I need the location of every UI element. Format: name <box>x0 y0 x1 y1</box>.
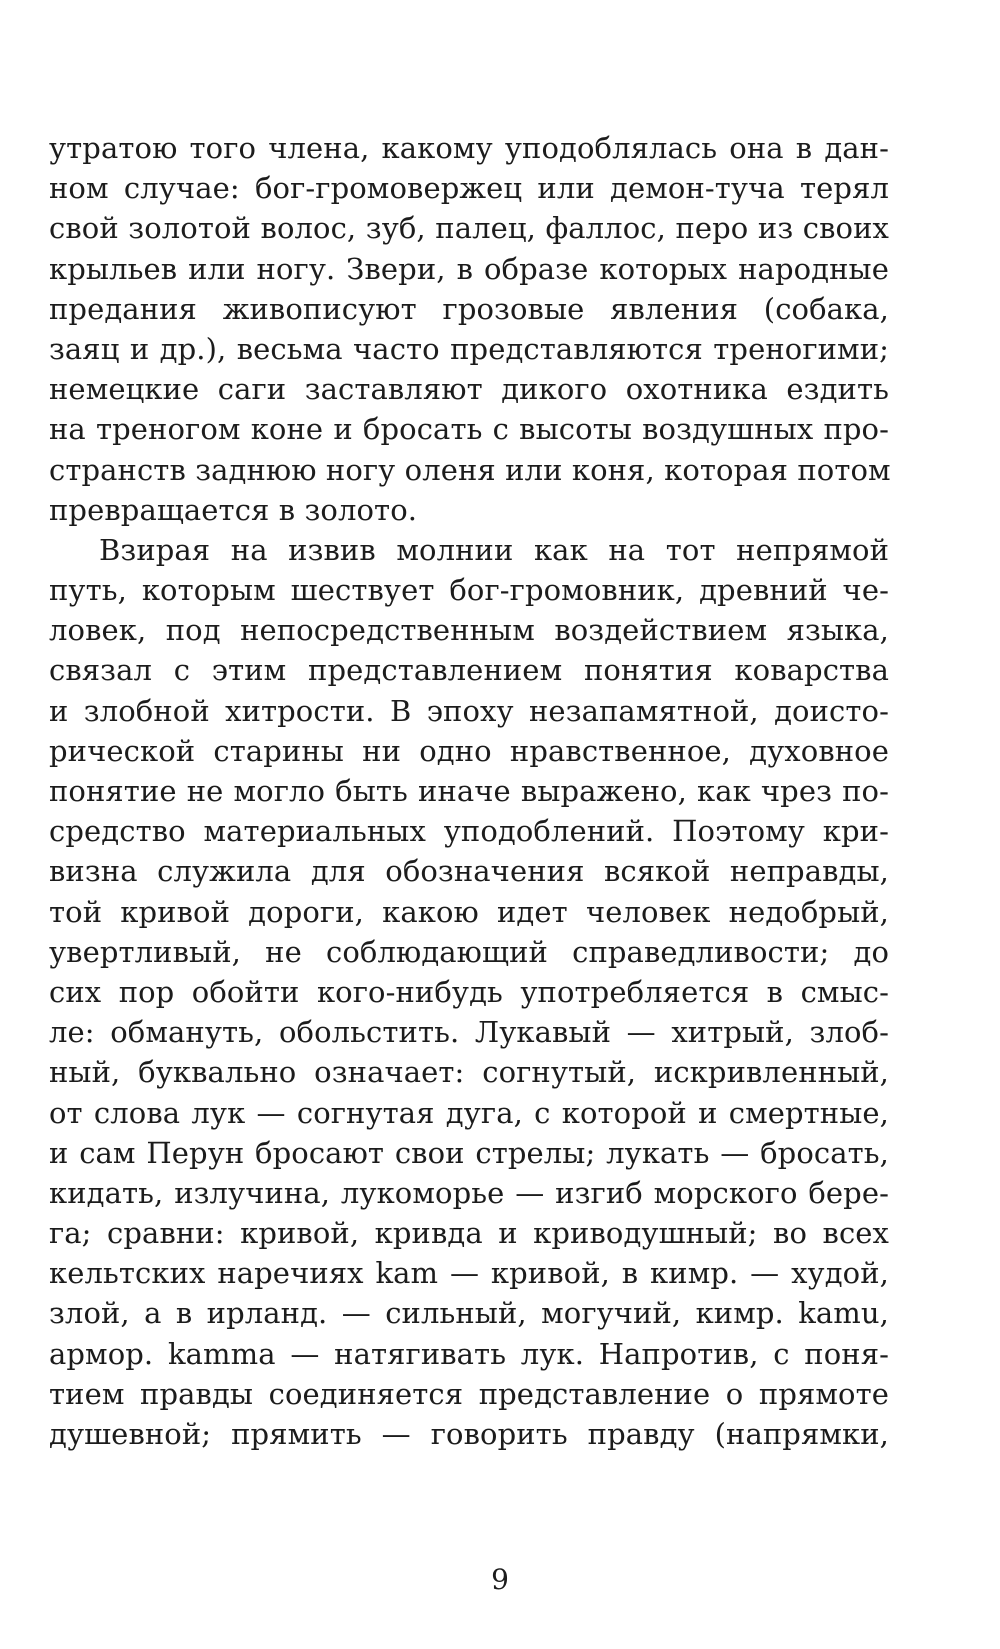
text-line: понятие не могло быть иначе выражено, как чрез по- <box>49 774 889 808</box>
text-line: путь, которым шествует бог-громовник, древний че- <box>49 573 889 608</box>
text-line: армор. kamma — натягивать лук. Напротив, с поня- <box>49 1336 889 1371</box>
text-line: ле: обмануть, обольстить. Лукавый — хитрый, злоб- <box>49 1015 889 1050</box>
text-line: средство материальных уподоблений. Поэтому кри- <box>49 814 889 849</box>
text-line: той кривой дороги, какою идет человек недобрый, <box>49 894 889 929</box>
text-line: увертливый, не соблюдающий справедливости; до <box>49 934 889 969</box>
text-line: превращается в золото. <box>49 492 418 527</box>
text-line: злой, а в ирланд. — сильный, могучий, кимр. kamu, <box>49 1296 889 1331</box>
text-line: от слова лук — согнутая дуга, с которой и смертные, <box>49 1095 889 1130</box>
text-line: тием правды соединяется представление о прямоте <box>49 1376 889 1411</box>
text-line: и злобной хитрости. В эпоху незапамятной, доисто- <box>49 693 889 728</box>
text-line: душевной; прямить — говорить правду (напрямки, <box>49 1417 889 1451</box>
body-text <box>49 128 889 1454</box>
page-number: 9 <box>491 1563 509 1596</box>
text-line: немецкие саги заставляют дикого охотника ездить <box>49 372 889 407</box>
text-line: связал с этим представлением понятия коварства <box>49 653 889 688</box>
text-line: ловек, под непосредственным воздействием языка, <box>49 613 889 648</box>
text-line: свой золотой волос, зуб, палец, фаллос, перо из своих <box>49 211 889 246</box>
text-line: ный, буквально означает: согнутый, искривленный, <box>49 1055 889 1090</box>
text-line: предания живописуют грозовые явления (собака, <box>49 291 889 326</box>
text-line: странств заднюю ногу оленя или коня, которая потом <box>49 452 891 487</box>
text-line: рической старины ни одно нравственное, духовное <box>49 733 889 768</box>
text-line: утратою того члена, какому уподоблялась она в дан- <box>49 131 889 165</box>
text-line: га; сравни: кривой, кривда и криводушный; во всех <box>49 1216 889 1251</box>
text-line: кельтских наречиях kam — кривой, в кимр. — худой, <box>49 1256 889 1291</box>
text-line: Взирая на извив молнии как на тот непрямой <box>99 532 889 567</box>
text-line: визна служила для обозначения всякой неправды, <box>49 854 889 889</box>
text-line: крыльев или ногу. Звери, в образе которых народные <box>49 251 889 286</box>
text-line: и сам Перун бросают свои стрелы; лукать — бросать, <box>49 1135 889 1170</box>
text-line: сих пор обойти кого-нибудь употребляется в смыс- <box>49 974 889 1009</box>
text-line: кидать, излучина, лукоморье — изгиб морского бере- <box>49 1175 889 1210</box>
text-line: ном случае: бог-громовержец или демон-туча терял <box>49 171 889 206</box>
text-line: заяц и др.), весьма часто представляются треногими; <box>49 331 889 366</box>
text-line: на треногом коне и бросать с высоты воздушных про- <box>49 412 889 447</box>
